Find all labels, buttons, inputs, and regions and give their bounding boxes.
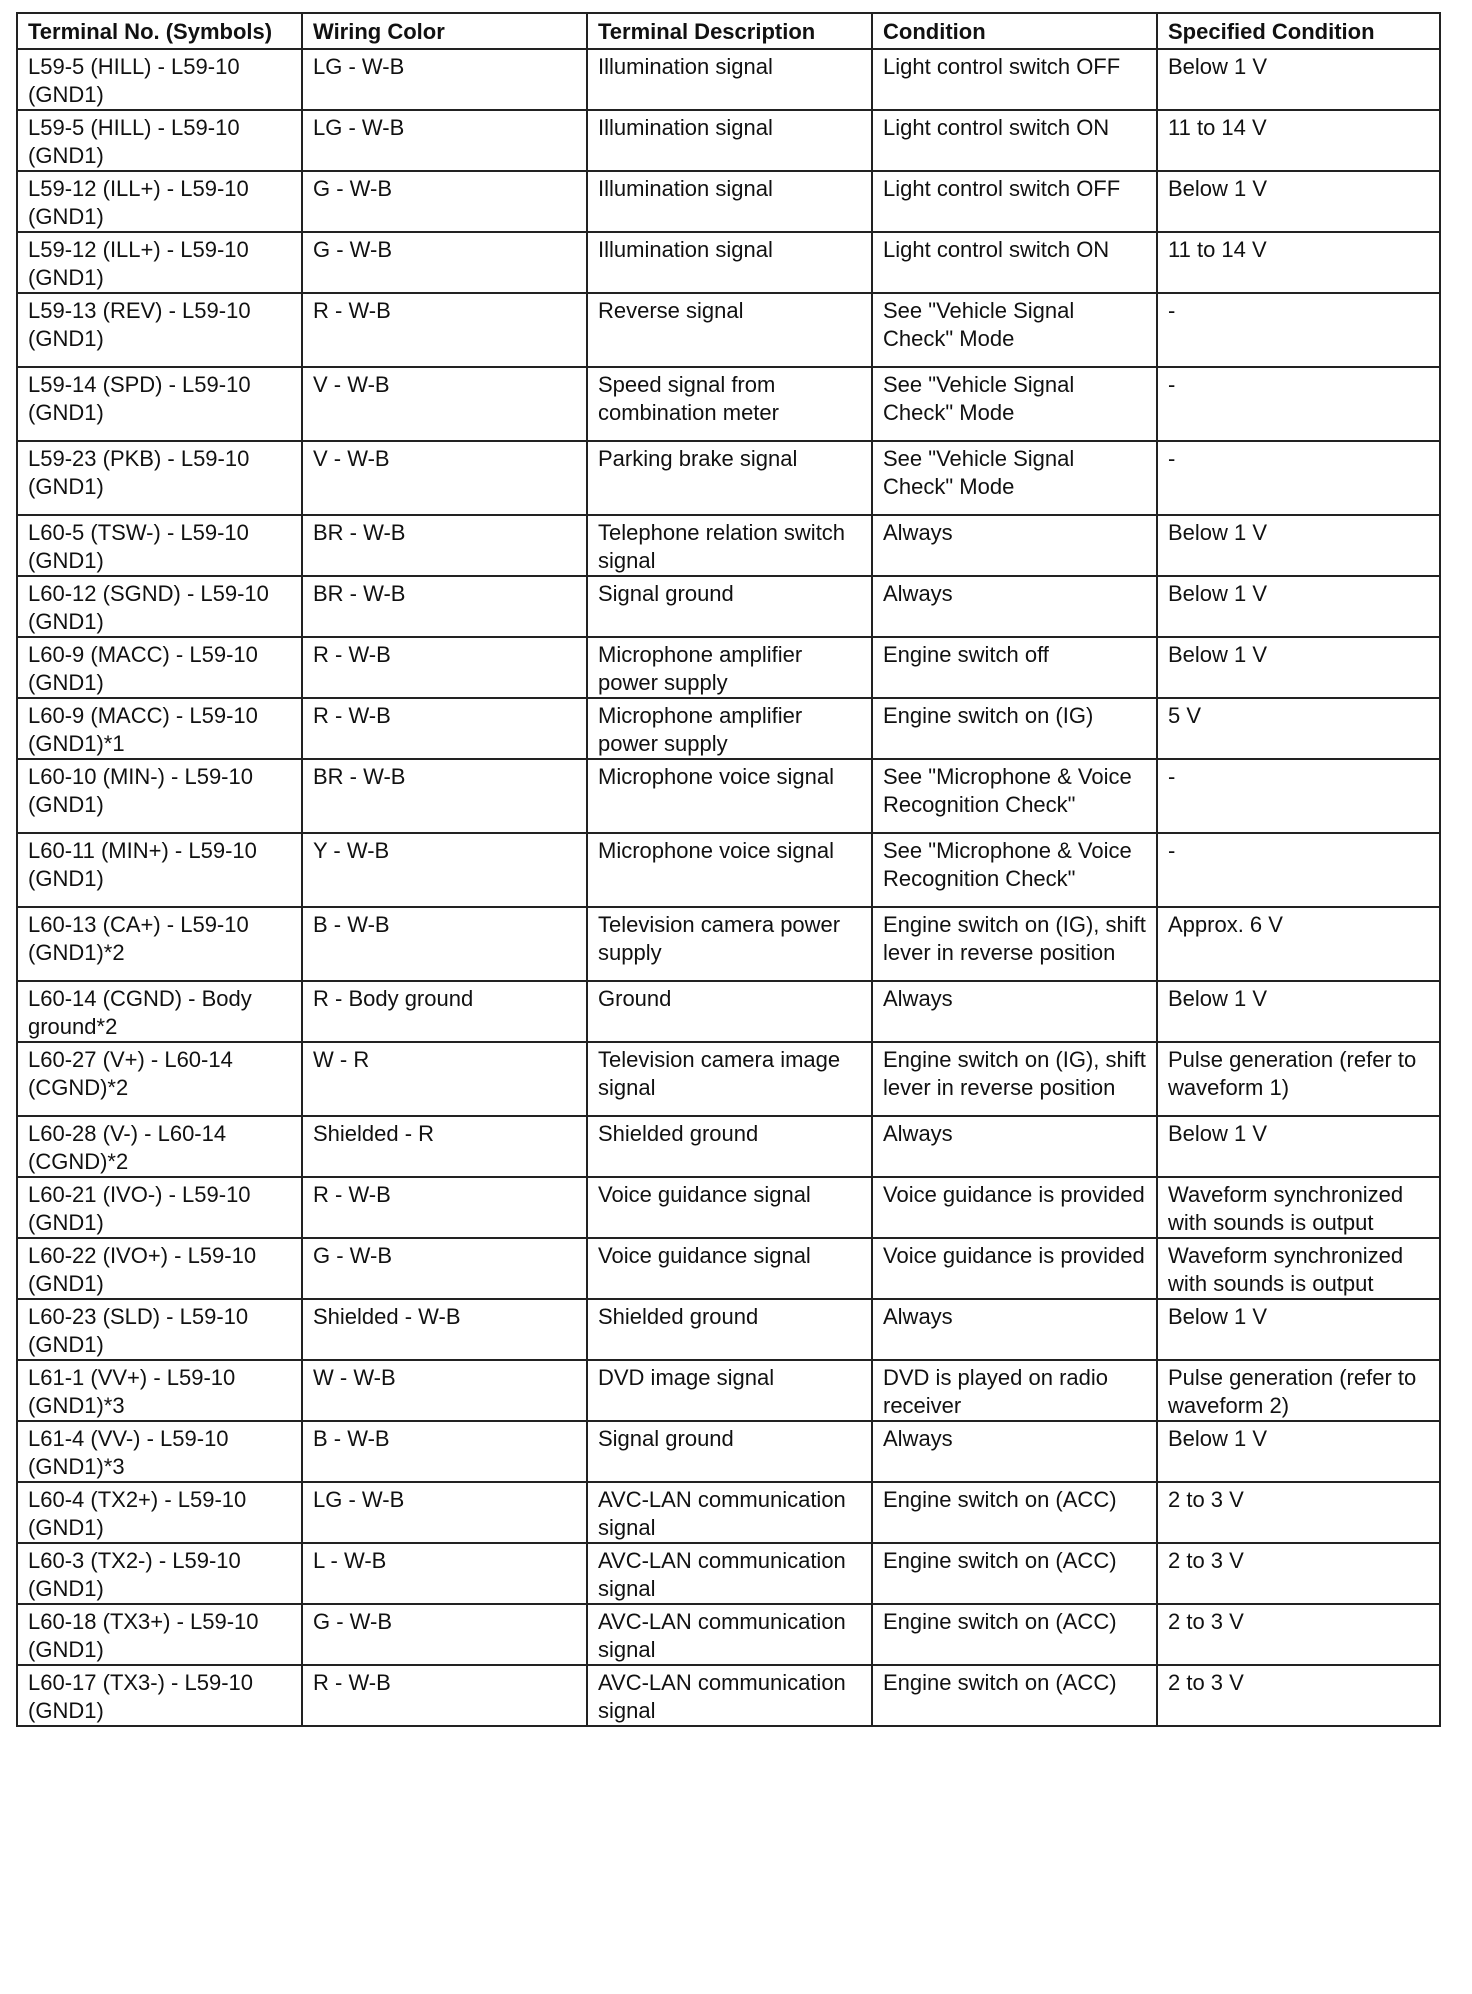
wiring-color-cell: Shielded - W-B [302, 1299, 587, 1360]
table-row [17, 1604, 1440, 1665]
terminal-cell: L61-1 (VV+) - L59-10 (GND1)*3 [17, 1360, 302, 1421]
condition-cell: Always [872, 515, 1157, 576]
description-cell: Illumination signal [587, 171, 872, 232]
table-row [17, 1421, 1440, 1482]
header-condition: Condition [872, 13, 1157, 49]
condition-cell: Engine switch on (IG), shift lever in reverse position [872, 1042, 1157, 1116]
table-row [17, 1177, 1440, 1238]
description-cell: Microphone amplifier power supply [587, 698, 872, 759]
terminal-cell: L60-13 (CA+) - L59-10 (GND1)*2 [17, 907, 302, 981]
wiring-color-cell: R - W-B [302, 1177, 587, 1238]
wiring-color-cell: R - W-B [302, 1665, 587, 1726]
specified-condition-cell: 5 V [1157, 698, 1440, 759]
condition-cell: Engine switch on (ACC) [872, 1604, 1157, 1665]
table-row [17, 1543, 1440, 1604]
description-cell: Signal ground [587, 1421, 872, 1482]
condition-cell: Light control switch OFF [872, 49, 1157, 110]
wiring-color-cell: Shielded - R [302, 1116, 587, 1177]
specified-condition-cell: Below 1 V [1157, 1299, 1440, 1360]
table-row [17, 293, 1440, 367]
terminal-cell: L60-14 (CGND) - Body ground*2 [17, 981, 302, 1042]
specified-condition-cell: Waveform synchronized with sounds is output [1157, 1177, 1440, 1238]
wiring-color-cell: W - W-B [302, 1360, 587, 1421]
table-row [17, 1360, 1440, 1421]
description-cell: Shielded ground [587, 1299, 872, 1360]
description-cell: Voice guidance signal [587, 1177, 872, 1238]
description-cell: Voice guidance signal [587, 1238, 872, 1299]
description-cell: Illumination signal [587, 232, 872, 293]
description-cell: Illumination signal [587, 49, 872, 110]
terminal-cell: L59-14 (SPD) - L59-10 (GND1) [17, 367, 302, 441]
condition-cell: Voice guidance is provided [872, 1238, 1157, 1299]
terminal-cell: L60-12 (SGND) - L59-10 (GND1) [17, 576, 302, 637]
condition-cell: See "Vehicle Signal Check" Mode [872, 293, 1157, 367]
specified-condition-cell: 2 to 3 V [1157, 1543, 1440, 1604]
header-specified-condition: Specified Condition [1157, 13, 1440, 49]
specified-condition-cell: Below 1 V [1157, 1421, 1440, 1482]
description-cell: DVD image signal [587, 1360, 872, 1421]
specified-condition-cell: Below 1 V [1157, 576, 1440, 637]
terminal-cell: L60-3 (TX2-) - L59-10 (GND1) [17, 1543, 302, 1604]
terminal-cell: L60-5 (TSW-) - L59-10 (GND1) [17, 515, 302, 576]
table-row [17, 1238, 1440, 1299]
description-cell: Signal ground [587, 576, 872, 637]
description-cell: AVC-LAN communication signal [587, 1543, 872, 1604]
description-cell: Microphone amplifier power supply [587, 637, 872, 698]
specified-condition-cell: 2 to 3 V [1157, 1482, 1440, 1543]
condition-cell: Voice guidance is provided [872, 1177, 1157, 1238]
condition-cell: Engine switch on (IG) [872, 698, 1157, 759]
condition-cell: Light control switch ON [872, 232, 1157, 293]
table-row [17, 981, 1440, 1042]
table-row [17, 441, 1440, 515]
wiring-color-cell: B - W-B [302, 1421, 587, 1482]
terminal-cell: L59-12 (ILL+) - L59-10 (GND1) [17, 232, 302, 293]
wiring-color-cell: BR - W-B [302, 576, 587, 637]
wiring-color-cell: LG - W-B [302, 1482, 587, 1543]
terminal-cell: L60-23 (SLD) - L59-10 (GND1) [17, 1299, 302, 1360]
wiring-color-cell: BR - W-B [302, 515, 587, 576]
wiring-color-cell: G - W-B [302, 171, 587, 232]
terminal-cell: L60-27 (V+) - L60-14 (CGND)*2 [17, 1042, 302, 1116]
specified-condition-cell: - [1157, 293, 1440, 367]
description-cell: AVC-LAN communication signal [587, 1604, 872, 1665]
table-row [17, 1116, 1440, 1177]
specified-condition-cell: Below 1 V [1157, 981, 1440, 1042]
wiring-color-cell: R - Body ground [302, 981, 587, 1042]
specified-condition-cell: Below 1 V [1157, 49, 1440, 110]
specified-condition-cell: - [1157, 833, 1440, 907]
specified-condition-cell: 11 to 14 V [1157, 232, 1440, 293]
specified-condition-cell: Approx. 6 V [1157, 907, 1440, 981]
table-row [17, 1482, 1440, 1543]
wiring-color-cell: BR - W-B [302, 759, 587, 833]
specified-condition-cell: Pulse generation (refer to waveform 2) [1157, 1360, 1440, 1421]
specified-condition-cell: Below 1 V [1157, 171, 1440, 232]
wiring-color-cell: Y - W-B [302, 833, 587, 907]
table-row [17, 698, 1440, 759]
description-cell: Speed signal from combination meter [587, 367, 872, 441]
table-row [17, 1665, 1440, 1726]
terminal-spec-table [16, 12, 1441, 1727]
condition-cell: Always [872, 1299, 1157, 1360]
table-row [17, 110, 1440, 171]
specified-condition-cell: 2 to 3 V [1157, 1604, 1440, 1665]
specified-condition-cell: 2 to 3 V [1157, 1665, 1440, 1726]
description-cell: Ground [587, 981, 872, 1042]
condition-cell: DVD is played on radio receiver [872, 1360, 1157, 1421]
terminal-cell: L59-23 (PKB) - L59-10 (GND1) [17, 441, 302, 515]
description-cell: Television camera image signal [587, 1042, 872, 1116]
description-cell: AVC-LAN communication signal [587, 1482, 872, 1543]
terminal-cell: L60-4 (TX2+) - L59-10 (GND1) [17, 1482, 302, 1543]
condition-cell: Always [872, 1421, 1157, 1482]
wiring-color-cell: R - W-B [302, 637, 587, 698]
description-cell: Television camera power supply [587, 907, 872, 981]
specified-condition-cell: Waveform synchronized with sounds is output [1157, 1238, 1440, 1299]
terminal-cell: L59-5 (HILL) - L59-10 (GND1) [17, 49, 302, 110]
table-row [17, 576, 1440, 637]
terminal-cell: L60-10 (MIN-) - L59-10 (GND1) [17, 759, 302, 833]
table-header-row [17, 13, 1440, 49]
description-cell: Telephone relation switch signal [587, 515, 872, 576]
condition-cell: See "Vehicle Signal Check" Mode [872, 441, 1157, 515]
wiring-color-cell: G - W-B [302, 232, 587, 293]
condition-cell: See "Vehicle Signal Check" Mode [872, 367, 1157, 441]
condition-cell: Engine switch on (IG), shift lever in reverse position [872, 907, 1157, 981]
specified-condition-cell: 11 to 14 V [1157, 110, 1440, 171]
terminal-cell: L60-9 (MACC) - L59-10 (GND1)*1 [17, 698, 302, 759]
table-row [17, 1299, 1440, 1360]
terminal-cell: L60-21 (IVO-) - L59-10 (GND1) [17, 1177, 302, 1238]
terminal-cell: L60-18 (TX3+) - L59-10 (GND1) [17, 1604, 302, 1665]
specified-condition-cell: - [1157, 367, 1440, 441]
table-row [17, 833, 1440, 907]
terminal-cell: L60-11 (MIN+) - L59-10 (GND1) [17, 833, 302, 907]
condition-cell: Engine switch on (ACC) [872, 1665, 1157, 1726]
wiring-color-cell: G - W-B [302, 1604, 587, 1665]
description-cell: Reverse signal [587, 293, 872, 367]
header-terminal-no: Terminal No. (Symbols) [17, 13, 302, 49]
table-row [17, 515, 1440, 576]
description-cell: Microphone voice signal [587, 759, 872, 833]
condition-cell: Engine switch off [872, 637, 1157, 698]
header-wiring-color: Wiring Color [302, 13, 587, 49]
table-row [17, 49, 1440, 110]
terminal-cell: L59-12 (ILL+) - L59-10 (GND1) [17, 171, 302, 232]
condition-cell: Always [872, 1116, 1157, 1177]
table-row [17, 232, 1440, 293]
terminal-cell: L60-22 (IVO+) - L59-10 (GND1) [17, 1238, 302, 1299]
table-row [17, 1042, 1440, 1116]
terminal-cell: L59-13 (REV) - L59-10 (GND1) [17, 293, 302, 367]
description-cell: Illumination signal [587, 110, 872, 171]
specified-condition-cell: Below 1 V [1157, 637, 1440, 698]
specified-condition-cell: - [1157, 441, 1440, 515]
specified-condition-cell: Below 1 V [1157, 1116, 1440, 1177]
terminal-cell: L59-5 (HILL) - L59-10 (GND1) [17, 110, 302, 171]
description-cell: Shielded ground [587, 1116, 872, 1177]
terminal-cell: L60-17 (TX3-) - L59-10 (GND1) [17, 1665, 302, 1726]
condition-cell: See "Microphone & Voice Recognition Check" [872, 833, 1157, 907]
description-cell: Parking brake signal [587, 441, 872, 515]
condition-cell: Light control switch ON [872, 110, 1157, 171]
wiring-color-cell: W - R [302, 1042, 587, 1116]
terminal-cell: L61-4 (VV-) - L59-10 (GND1)*3 [17, 1421, 302, 1482]
table-row [17, 367, 1440, 441]
wiring-color-cell: R - W-B [302, 698, 587, 759]
wiring-color-cell: R - W-B [302, 293, 587, 367]
wiring-color-cell: LG - W-B [302, 110, 587, 171]
condition-cell: Always [872, 576, 1157, 637]
table-row [17, 171, 1440, 232]
wiring-color-cell: G - W-B [302, 1238, 587, 1299]
wiring-color-cell: V - W-B [302, 367, 587, 441]
table-row [17, 637, 1440, 698]
description-cell: Microphone voice signal [587, 833, 872, 907]
condition-cell: Light control switch OFF [872, 171, 1157, 232]
condition-cell: Engine switch on (ACC) [872, 1482, 1157, 1543]
table-row [17, 759, 1440, 833]
description-cell: AVC-LAN communication signal [587, 1665, 872, 1726]
specified-condition-cell: Pulse generation (refer to waveform 1) [1157, 1042, 1440, 1116]
table-body [17, 49, 1440, 1726]
wiring-color-cell: LG - W-B [302, 49, 587, 110]
condition-cell: Always [872, 981, 1157, 1042]
condition-cell: See "Microphone & Voice Recognition Check" [872, 759, 1157, 833]
table-row [17, 907, 1440, 981]
header-terminal-description: Terminal Description [587, 13, 872, 49]
specified-condition-cell: Below 1 V [1157, 515, 1440, 576]
wiring-color-cell: L - W-B [302, 1543, 587, 1604]
terminal-cell: L60-9 (MACC) - L59-10 (GND1) [17, 637, 302, 698]
condition-cell: Engine switch on (ACC) [872, 1543, 1157, 1604]
specified-condition-cell: - [1157, 759, 1440, 833]
wiring-color-cell: B - W-B [302, 907, 587, 981]
terminal-cell: L60-28 (V-) - L60-14 (CGND)*2 [17, 1116, 302, 1177]
wiring-color-cell: V - W-B [302, 441, 587, 515]
